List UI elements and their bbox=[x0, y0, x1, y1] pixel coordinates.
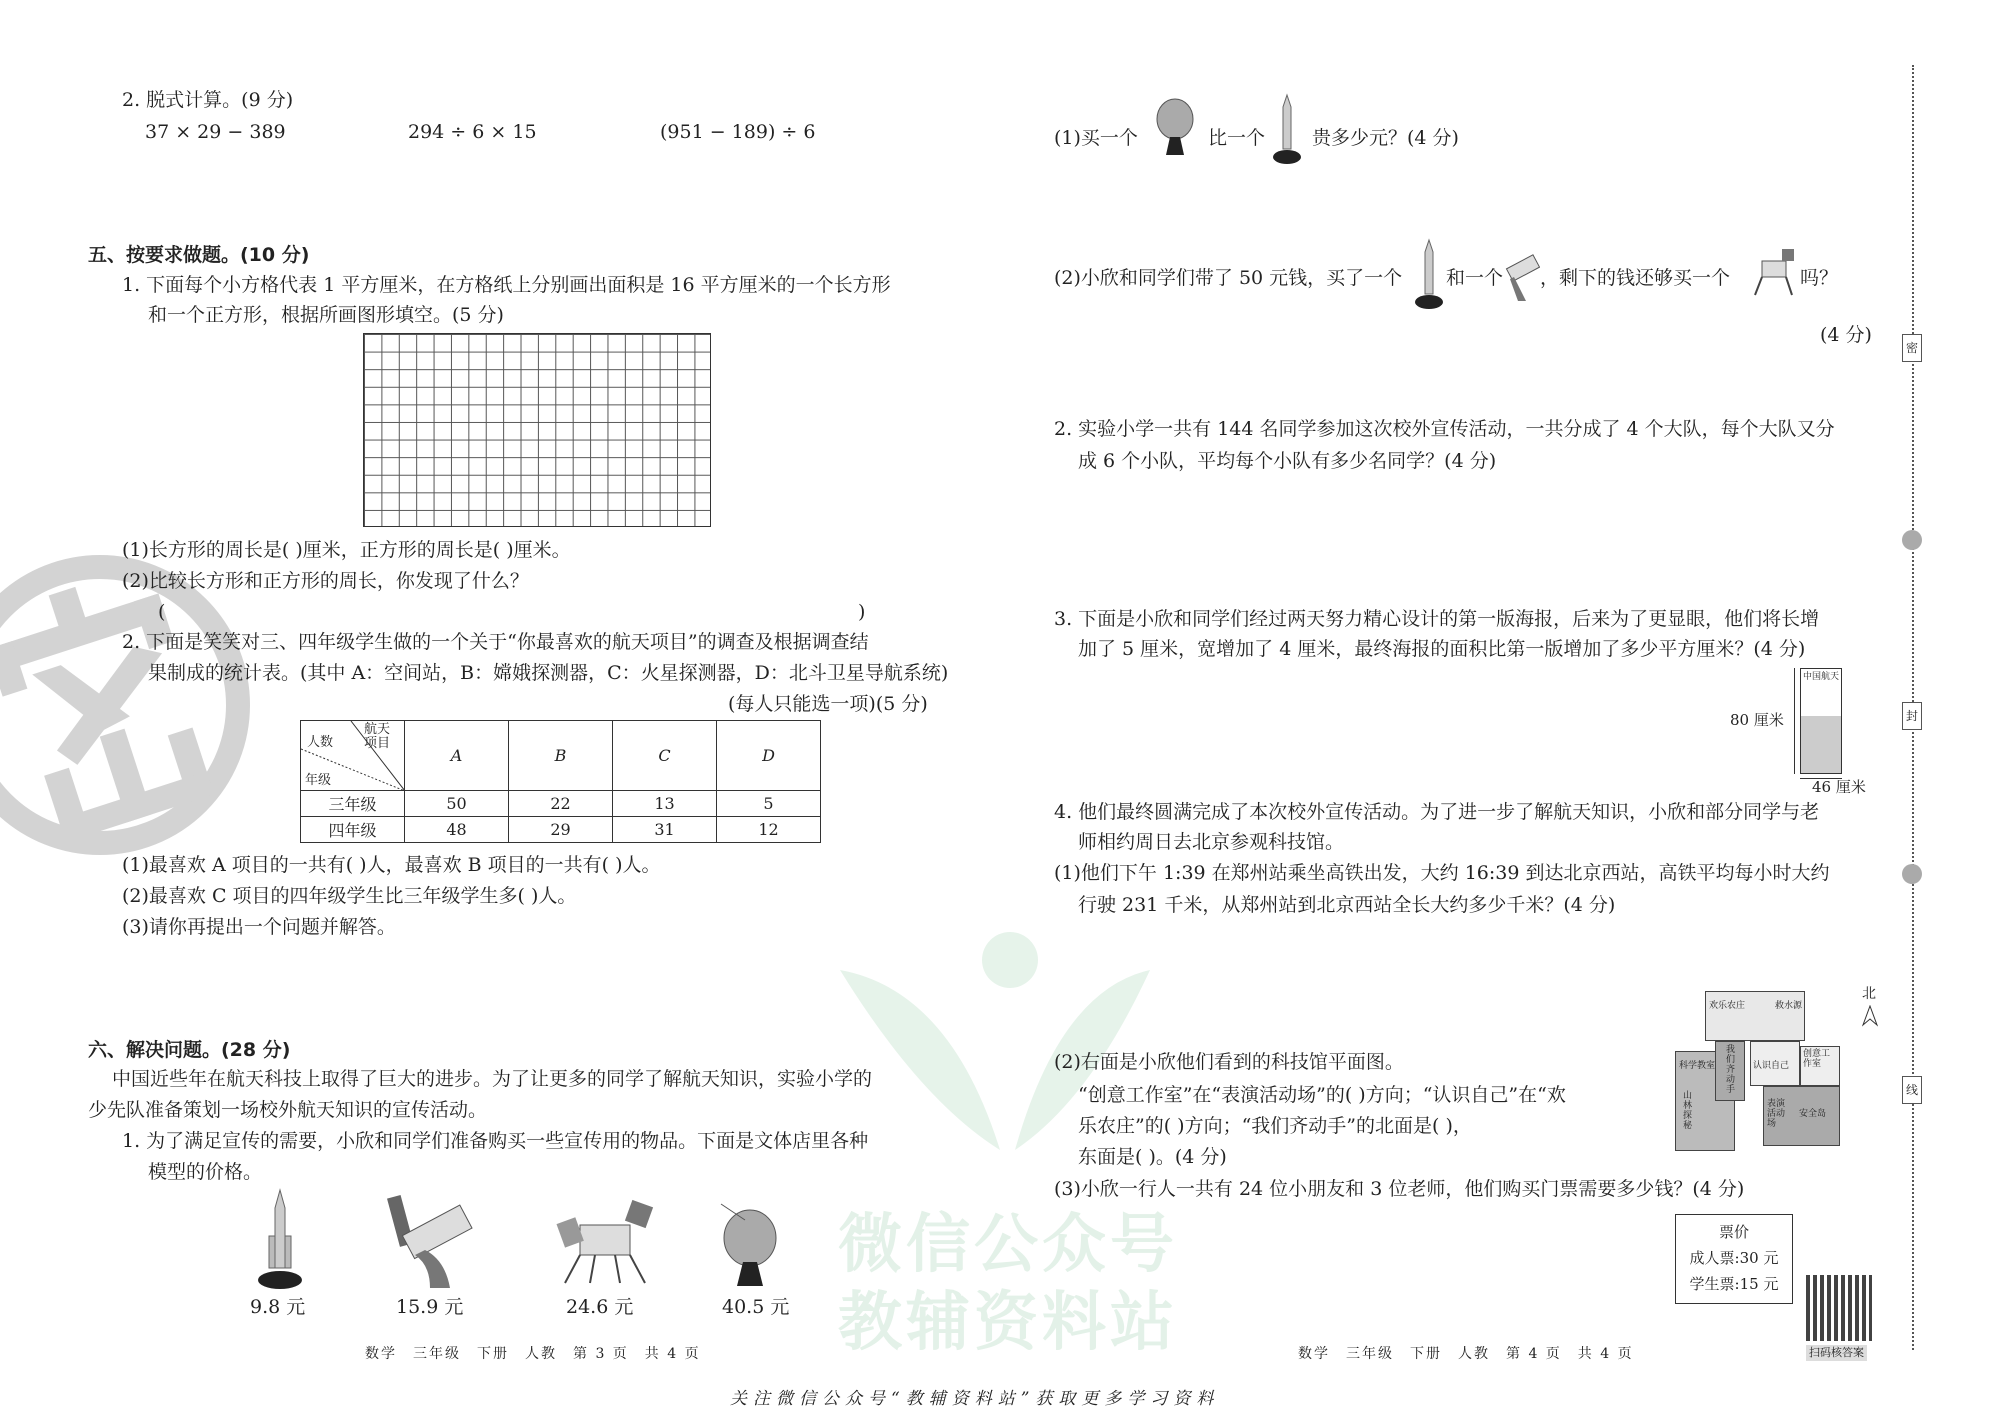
s6-intro1: 中国近些年在航天科技上取得了巨大的进步。为了让更多的同学了解航天知识，实验小学的 bbox=[112, 1068, 873, 1090]
price-satellite: 40.5 元 bbox=[722, 1296, 790, 1318]
price-space-station: 15.9 元 bbox=[396, 1296, 464, 1318]
q4-sub1-line2: 行驶 231 千米，从郑州站到北京西站全长大约多少千米？(4 分) bbox=[1078, 894, 1616, 916]
table-corner-cell bbox=[301, 721, 405, 791]
s5-q2-line1: 2. 下面是笑笑对三、四年级学生做的一个关于“你最喜欢的航天项目”的调查及根据调查结 bbox=[122, 631, 869, 653]
square-grid-paper[interactable] bbox=[363, 333, 711, 527]
rocket-icon bbox=[1270, 93, 1304, 167]
q4-sub3: (3)小欣一行人一共有 24 位小朋友和 3 位老师，他们购买门票需要多少钱？(4 分) bbox=[1054, 1178, 1745, 1200]
s5-q1-line2: 和一个正方形，根据所画图形填空。(5 分) bbox=[148, 304, 504, 326]
q4-sub1-line1: (1)他们下午 1:39 在郑州站乘坐高铁出发，大约 16:39 到达北京西站，高铁平均每小时大约 bbox=[1054, 862, 1830, 884]
q3-line2: 加了 5 厘米，宽增加了 4 厘米，最终海报的面积比第一版增加了多少平方厘米？(4 分) bbox=[1078, 638, 1806, 660]
rocket-icon bbox=[1412, 238, 1446, 312]
table-cell: 5 bbox=[717, 791, 821, 817]
q1-sub2-d: 吗？ bbox=[1800, 267, 1839, 289]
s5-q1-sub2: (2)比较长方形和正方形的周长，你发现了什么？ bbox=[122, 570, 529, 592]
table-cell: 12 bbox=[717, 817, 821, 843]
table-cell: 29 bbox=[509, 817, 613, 843]
science-museum-floor-plan bbox=[1675, 991, 1840, 1151]
watermark-line1: 微信公众号 bbox=[838, 1208, 1178, 1282]
lunar-lander-icon bbox=[1750, 245, 1796, 301]
poster-image bbox=[1800, 668, 1842, 774]
ticket-adult: 成人票:30 元 bbox=[1689, 1249, 1779, 1267]
table-row bbox=[301, 791, 821, 817]
price-rocket: 9.8 元 bbox=[250, 1296, 306, 1318]
map-area: 欢乐农庄 bbox=[1709, 1001, 1746, 1011]
satellite-model-icon bbox=[715, 1200, 785, 1290]
s5-q2-sub3: (3)请你再提出一个问题并解答。 bbox=[122, 916, 396, 938]
survey-table bbox=[300, 720, 821, 843]
s5-q2-line2: 果制成的统计表。(其中 A：空间站，B：嫦娥探测器，C：火星探测器，D：北斗卫星导航系统) bbox=[148, 662, 949, 684]
s6-intro2: 少先队准备策划一场校外航天知识的宣传活动。 bbox=[88, 1099, 488, 1121]
s6-q1-line1: 1. 为了满足宣传的需要，小欣和同学们准备购买一些宣传用的物品。下面是文体店里各种 bbox=[122, 1130, 869, 1152]
bottom-note: 关注微信公众号“教辅资料站”获取更多学习资料 bbox=[730, 1389, 1220, 1409]
q1-sub2-b: 和一个 bbox=[1446, 267, 1504, 289]
ticket-price-box bbox=[1675, 1214, 1793, 1304]
margin-label-xian: 线 bbox=[1902, 1076, 1922, 1104]
table-cell: 31 bbox=[613, 817, 717, 843]
north-label: 北 bbox=[1862, 986, 1876, 1002]
q1-sub2-a: (2)小欣和同学们带了 50 元钱，买了一个 bbox=[1054, 267, 1403, 289]
s5-q1-sub1: (1)长方形的周长是( )厘米，正方形的周长是( )厘米。 bbox=[122, 539, 571, 561]
corner-mid: 人数 bbox=[307, 735, 334, 750]
ticket-title: 票价 bbox=[1718, 1223, 1749, 1241]
answer-blank-close: ) bbox=[858, 601, 866, 623]
space-station-model-icon bbox=[385, 1190, 475, 1290]
answer-blank-open: ( bbox=[158, 601, 166, 623]
right-footer: 数学 三年级 下册 人教 第 4 页 共 4 页 bbox=[1298, 1346, 1634, 1362]
corner-top: 航天项目 bbox=[363, 722, 390, 751]
map-area: 表演活动场 bbox=[1767, 1099, 1786, 1129]
map-area: 山林探秘 bbox=[1683, 1091, 1693, 1131]
row-header: 四年级 bbox=[301, 817, 405, 843]
table-cell: 50 bbox=[405, 791, 509, 817]
expression-2: 294 ÷ 6 × 15 bbox=[408, 121, 537, 143]
space-station-icon bbox=[1504, 243, 1540, 303]
q2-line1: 2. 实验小学一共有 144 名同学参加这次校外宣传活动，一共分成了 4 个大队，每个大队又分 bbox=[1054, 418, 1835, 440]
map-area: 安全岛 bbox=[1799, 1109, 1827, 1119]
table-header-row bbox=[301, 721, 821, 791]
table-cell: 22 bbox=[509, 791, 613, 817]
q4-line1: 4. 他们最终圆满完成了本次校外宣传活动。为了进一步了解航天知识，小欣和部分同学与老 bbox=[1054, 801, 1820, 823]
section5-title: 五、按要求做题。(10 分) bbox=[88, 244, 310, 266]
column-header: C bbox=[613, 721, 717, 791]
watermark-line2: 教辅资料站 bbox=[838, 1286, 1178, 1360]
price-lunar-lander: 24.6 元 bbox=[566, 1296, 634, 1318]
margin-label-mi: 密 bbox=[1902, 334, 1922, 362]
map-area: 我们齐动手 bbox=[1726, 1045, 1736, 1095]
north-arrow-icon bbox=[1862, 1005, 1878, 1027]
section6-title: 六、解决问题。(28 分) bbox=[88, 1039, 291, 1061]
table-cell: 48 bbox=[405, 817, 509, 843]
q1-sub2-c: ，剩下的钱还够买一个 bbox=[1540, 267, 1731, 289]
lunar-lander-model-icon bbox=[550, 1195, 660, 1290]
poster-title: 中国航天 bbox=[1802, 672, 1839, 682]
q1-sub1-a: (1)买一个 bbox=[1054, 127, 1138, 149]
s5-q2-sub1: (1)最喜欢 A 项目的一共有( )人，最喜欢 B 项目的一共有( )人。 bbox=[122, 854, 661, 876]
s5-q2-line3: (每人只能选一项)(5 分) bbox=[728, 693, 928, 715]
column-header: D bbox=[717, 721, 821, 791]
map-area: 创意工作室 bbox=[1803, 1049, 1831, 1069]
poster-height-arrow bbox=[1794, 668, 1795, 774]
q1-sub1-c: 贵多少元？(4 分) bbox=[1312, 127, 1459, 149]
map-area: 科学教室 bbox=[1679, 1061, 1716, 1071]
binding-hole-icon bbox=[1902, 530, 1922, 550]
qr-code[interactable] bbox=[1806, 1275, 1872, 1341]
table-cell: 13 bbox=[613, 791, 717, 817]
s6-q1-line2: 模型的价格。 bbox=[148, 1161, 263, 1183]
margin-label-feng: 封 bbox=[1902, 702, 1922, 730]
q3-line1: 3. 下面是小欣和同学们经过两天努力精心设计的第一版海报，后来为了更显眼，他们将长增 bbox=[1054, 608, 1820, 630]
column-header: A bbox=[405, 721, 509, 791]
q1-sub2-score: (4 分) bbox=[1820, 324, 1872, 346]
column-header: B bbox=[509, 721, 613, 791]
q4-sub2-line1: (2)右面是小欣他们看到的科技馆平面图。 bbox=[1054, 1051, 1404, 1073]
q1-sub1-b: 比一个 bbox=[1208, 127, 1266, 149]
q4-sub2-line2: “创意工作室”在“表演活动场”的( )方向；“认识自己”在“欢 bbox=[1078, 1084, 1566, 1106]
ticket-student: 学生票:15 元 bbox=[1689, 1275, 1779, 1293]
s5-q2-sub2: (2)最喜欢 C 项目的四年级学生比三年级学生多( )人。 bbox=[122, 885, 577, 907]
q4-sub2-line3: 乐农庄”的( )方向；“我们齐动手”的北面是( )， bbox=[1078, 1115, 1472, 1137]
corner-bottom: 年级 bbox=[305, 773, 332, 788]
satellite-icon bbox=[1152, 93, 1198, 161]
q4-line2: 师相约周日去北京参观科技馆。 bbox=[1078, 831, 1345, 853]
map-area: 认识自己 bbox=[1753, 1061, 1790, 1071]
q4-sub2-line4: 东面是( )。(4 分) bbox=[1078, 1146, 1227, 1168]
secret-stamp-icon bbox=[0, 555, 250, 855]
poster-height-label: 80 厘米 bbox=[1730, 711, 1784, 729]
map-area: 救水源 bbox=[1775, 1001, 1803, 1011]
qr-caption: 扫码核答案 bbox=[1806, 1345, 1867, 1361]
poster-width-label: 46 厘米 bbox=[1812, 778, 1866, 796]
expression-3: (951 − 189) ÷ 6 bbox=[660, 121, 816, 143]
q2-line2: 成 6 个小队，平均每个小队有多少名同学？(4 分) bbox=[1078, 450, 1497, 472]
expression-1: 37 × 29 − 389 bbox=[145, 121, 286, 143]
row-header: 三年级 bbox=[301, 791, 405, 817]
binding-hole-icon bbox=[1902, 864, 1922, 884]
left-footer: 数学 三年级 下册 人教 第 3 页 共 4 页 bbox=[365, 1346, 701, 1362]
table-row bbox=[301, 817, 821, 843]
q2-title: 2. 脱式计算。(9 分) bbox=[122, 89, 294, 111]
rocket-model-icon bbox=[255, 1188, 305, 1292]
s5-q1-line1: 1. 下面每个小方格代表 1 平方厘米，在方格纸上分别画出面积是 16 平方厘米的一个长方形 bbox=[122, 274, 891, 296]
